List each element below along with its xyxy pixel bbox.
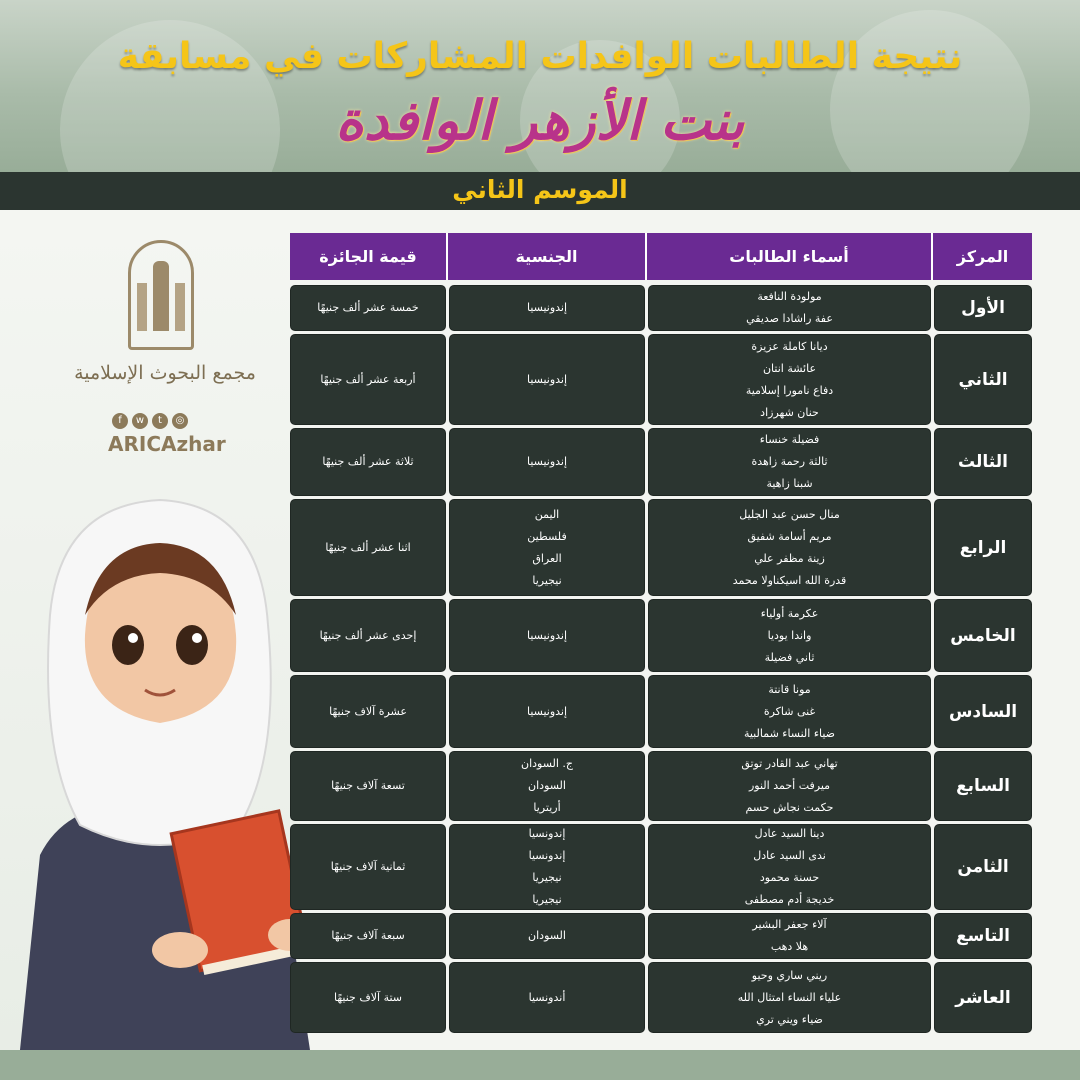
table-row bbox=[290, 913, 1032, 959]
prize-cell: عشرة آلاف جنيهًا bbox=[290, 675, 446, 748]
org-name: مجمع البحوث الإسلامية bbox=[74, 362, 256, 384]
nationality-value: إندونيسيا bbox=[526, 372, 568, 386]
header-nationality: الجنسية bbox=[448, 233, 647, 280]
rank-cell: السابع bbox=[934, 751, 1032, 821]
prize-cell: خمسة عشر ألف جنيهًا bbox=[290, 285, 446, 331]
nationality-cell bbox=[449, 285, 645, 331]
prize-cell: إحدى عشر ألف جنيهًا bbox=[290, 599, 446, 672]
instagram-icon: ◎ bbox=[172, 413, 188, 429]
nationality-value: السودان bbox=[528, 929, 566, 942]
nationality-value: إندونسيا bbox=[528, 827, 566, 840]
nationality-value: أريتريا bbox=[533, 801, 561, 814]
nationality-value: ج. السودان bbox=[520, 757, 574, 770]
names-cell bbox=[648, 599, 931, 672]
student-name: خديجة أدم مصطفى bbox=[744, 893, 835, 906]
student-name: هلا دهب bbox=[770, 940, 809, 953]
student-name: مولودة النافعة bbox=[757, 290, 822, 303]
student-name: تهاني عبد القادر توتق bbox=[741, 757, 838, 770]
nationality-cell bbox=[449, 499, 645, 596]
student-name: عائشة انتان bbox=[762, 361, 817, 375]
table-row bbox=[290, 962, 1032, 1033]
nationality-cell bbox=[449, 334, 645, 425]
rank-cell: الثالث bbox=[934, 428, 1032, 496]
student-name: ضياء ويني تري bbox=[756, 1012, 823, 1026]
nationality-value: نيجيريا bbox=[532, 573, 562, 587]
nationality-cell bbox=[449, 751, 645, 821]
girl-illustration bbox=[10, 495, 310, 1050]
student-name: ندى السيد عادل bbox=[753, 849, 826, 862]
headline: نتيجة الطالبات الوافدات المشاركات في مسابقة bbox=[117, 36, 963, 77]
student-name: مريم أسامة شفيق bbox=[747, 529, 832, 543]
prize-cell: ستة آلاف جنيهًا bbox=[290, 962, 446, 1033]
table-row bbox=[290, 428, 1032, 496]
student-name: آلاء جعفر البشير bbox=[752, 918, 827, 931]
names-cell bbox=[648, 824, 931, 910]
student-name: عكرمة أولياء bbox=[760, 606, 819, 620]
student-name: ديانا كاملة عزيزة bbox=[751, 339, 828, 353]
table-row bbox=[290, 599, 1032, 672]
nationality-value: السودان bbox=[528, 779, 566, 792]
table-row bbox=[290, 499, 1032, 596]
names-cell bbox=[648, 675, 931, 748]
student-name: حنان شهرزاد bbox=[760, 405, 819, 419]
student-name: ثاني فضيلة bbox=[764, 650, 815, 664]
student-name: حكمت نجاش حسم bbox=[745, 801, 834, 814]
competition-logo: بنت الأزهر الوافدة bbox=[335, 88, 745, 152]
rank-cell: السادس bbox=[934, 675, 1032, 748]
nationality-value: نيجيريا bbox=[532, 871, 562, 884]
social-icons bbox=[112, 413, 188, 429]
facebook-icon: f bbox=[112, 413, 128, 429]
nationality-value: اليمن bbox=[534, 507, 560, 521]
student-name: فضيلة خنساء bbox=[759, 433, 820, 446]
nationality-cell bbox=[449, 962, 645, 1033]
nationality-value: فلسطين bbox=[527, 529, 567, 543]
rank-cell: الثاني bbox=[934, 334, 1032, 425]
rank-cell: العاشر bbox=[934, 962, 1032, 1033]
nationality-value: إندونيسيا bbox=[526, 301, 568, 314]
student-name: دينا السيد عادل bbox=[754, 827, 825, 840]
season-title: الموسم الثاني bbox=[452, 175, 628, 204]
table-header bbox=[290, 233, 1032, 280]
header-names: أسماء الطالبات bbox=[647, 233, 933, 280]
student-name: حسنة محمود bbox=[759, 871, 820, 884]
prize-cell: أربعة عشر ألف جنيهًا bbox=[290, 334, 446, 425]
header-rank: المركز bbox=[956, 247, 1009, 266]
azhar-emblem-icon bbox=[128, 240, 194, 350]
student-name: دفاع نامورا إسلامية bbox=[745, 383, 834, 397]
names-cell bbox=[648, 285, 931, 331]
student-name: قدرة الله اسيكناولا محمد bbox=[732, 573, 847, 587]
table-row bbox=[290, 751, 1032, 821]
student-name: واندا يوديا bbox=[767, 628, 812, 642]
nationality-cell bbox=[449, 675, 645, 748]
names-cell bbox=[648, 962, 931, 1033]
names-cell bbox=[648, 499, 931, 596]
table-row bbox=[290, 675, 1032, 748]
student-name: مونا قانتة bbox=[768, 682, 811, 696]
table-row bbox=[290, 285, 1032, 331]
student-name: ميرفت أحمد النور bbox=[748, 779, 831, 792]
names-cell bbox=[648, 334, 931, 425]
student-name: شبنا زاهية bbox=[766, 477, 813, 490]
names-cell bbox=[648, 428, 931, 496]
student-name: ثالثة رحمة زاهدة bbox=[751, 455, 828, 468]
prize-cell: ثمانية آلاف جنيهًا bbox=[290, 824, 446, 910]
student-name: عفة راشادا صديقي bbox=[746, 312, 833, 325]
nationality-value: إندونيسيا bbox=[526, 628, 568, 642]
table-row bbox=[290, 824, 1032, 910]
student-name: ضياء النساء شمالبية bbox=[743, 726, 836, 740]
nationality-value: العراق bbox=[532, 551, 562, 565]
names-cell bbox=[648, 913, 931, 959]
prize-cell: ثلاثة عشر ألف جنيهًا bbox=[290, 428, 446, 496]
prize-cell: تسعة آلاف جنيهًا bbox=[290, 751, 446, 821]
rank-cell: الخامس bbox=[934, 599, 1032, 672]
nationality-value: أندونسيا bbox=[528, 990, 566, 1004]
student-name: زينة مظفر علي bbox=[754, 551, 825, 565]
nationality-value: نيجيريا bbox=[532, 893, 562, 906]
student-name: منال حسن عبد الجليل bbox=[739, 507, 840, 521]
nationality-cell bbox=[449, 824, 645, 910]
nationality-cell bbox=[449, 913, 645, 959]
student-name: علياء النساء امتثال الله bbox=[737, 990, 842, 1004]
nationality-value: إندونسيا bbox=[528, 849, 566, 862]
rank-cell: الرابع bbox=[934, 499, 1032, 596]
student-name: غنى شاكرة bbox=[763, 704, 816, 718]
social-handle: ARICAzhar bbox=[108, 432, 226, 456]
rank-cell: الثامن bbox=[934, 824, 1032, 910]
names-cell bbox=[648, 751, 931, 821]
header-prize: قيمة الجائزة bbox=[290, 233, 448, 280]
footer-band bbox=[0, 1050, 1080, 1080]
nationality-value: إندونيسيا bbox=[526, 704, 568, 718]
prize-cell: سبعة آلاف جنيهًا bbox=[290, 913, 446, 959]
whatsapp-icon: w bbox=[132, 413, 148, 429]
rank-cell: التاسع bbox=[934, 913, 1032, 959]
prize-cell: اثنا عشر ألف جنيهًا bbox=[290, 499, 446, 596]
nationality-cell bbox=[449, 428, 645, 496]
nationality-cell bbox=[449, 599, 645, 672]
nationality-value: إندونيسيا bbox=[526, 455, 568, 468]
table-row bbox=[290, 334, 1032, 425]
rank-cell: الأول bbox=[934, 285, 1032, 331]
twitter-icon: t bbox=[152, 413, 168, 429]
student-name: ريني ساري وحيو bbox=[751, 968, 828, 982]
